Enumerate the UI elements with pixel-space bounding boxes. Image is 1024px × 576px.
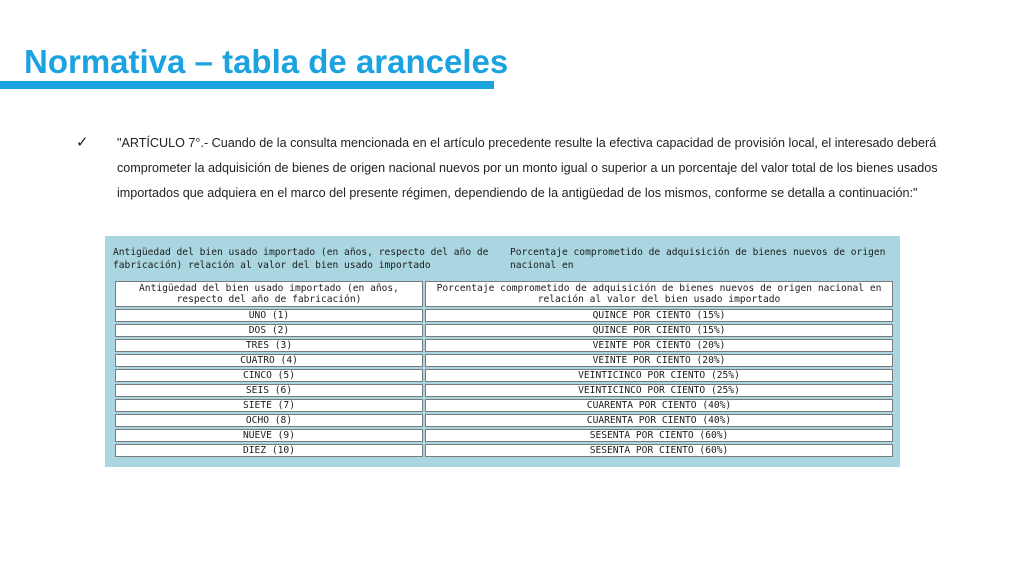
table-row xyxy=(115,399,893,412)
outer-header-age: Antigüedad del bien usado importado (en años, respecto del año de fabricación) relación al valor del bien usado importado xyxy=(113,247,489,271)
cell-age: DIEZ (10) xyxy=(115,444,423,457)
cell-age: CINCO (5) xyxy=(115,369,423,382)
table-row xyxy=(115,414,893,427)
cell-age: UNO (1) xyxy=(115,309,423,322)
cell-percentage: VEINTE POR CIENTO (20%) xyxy=(425,354,893,367)
cell-age: SIETE (7) xyxy=(115,399,423,412)
outer-table-header xyxy=(113,244,893,276)
article-paragraph: "ARTÍCULO 7°.- Cuando de la consulta mencionada en el artículo precedente resulte la efectiva capacidad de provisión local, el interesado deberá comprometer la adquisición de bienes de origen nacional nuevos por un monto igual o superior a un porcentaje del valor total de los bienes usados importados que adquiera en el marco del presente régimen, dependiendo de la antigüedad de los mismos, conforme se detalla a continuación:" xyxy=(117,136,938,200)
table-header-row xyxy=(115,281,893,307)
cell-age: NUEVE (9) xyxy=(115,429,423,442)
table-row xyxy=(115,444,893,457)
cell-percentage: QUINCE POR CIENTO (15%) xyxy=(425,324,893,337)
cell-percentage: VEINTE POR CIENTO (20%) xyxy=(425,339,893,352)
cell-age: TRES (3) xyxy=(115,339,423,352)
title-underline-bar xyxy=(0,81,494,89)
slide-title: Normativa – tabla de aranceles xyxy=(24,43,509,80)
outer-header-percentage: Porcentaje comprometido de adquisición de bienes nuevos de origen nacional en xyxy=(510,247,886,271)
cell-percentage: CUARENTA POR CIENTO (40%) xyxy=(425,414,893,427)
table-row xyxy=(115,324,893,337)
cell-percentage: QUINCE POR CIENTO (15%) xyxy=(425,309,893,322)
table-row xyxy=(115,339,893,352)
cell-percentage: VEINTICINCO POR CIENTO (25%) xyxy=(425,369,893,382)
header-percentage: Porcentaje comprometido de adquisición de bienes nuevos de origen nacional en relación al valor del bien usado importado xyxy=(425,281,893,307)
header-age: Antigüedad del bien usado importado (en años, respecto del año de fabricación) xyxy=(115,281,423,307)
cell-age: CUATRO (4) xyxy=(115,354,423,367)
table-row xyxy=(115,384,893,397)
tariff-table-image xyxy=(105,236,900,467)
cell-percentage: VEINTICINCO POR CIENTO (25%) xyxy=(425,384,893,397)
table-row xyxy=(115,429,893,442)
tariff-table xyxy=(113,279,895,459)
cell-age: DOS (2) xyxy=(115,324,423,337)
cell-age: OCHO (8) xyxy=(115,414,423,427)
table-row xyxy=(115,354,893,367)
cell-percentage: CUARENTA POR CIENTO (40%) xyxy=(425,399,893,412)
checkmark-icon: ✓ xyxy=(76,133,89,151)
table-row xyxy=(115,309,893,322)
cell-percentage: SESENTA POR CIENTO (60%) xyxy=(425,444,893,457)
table-row xyxy=(115,369,893,382)
cell-percentage: SESENTA POR CIENTO (60%) xyxy=(425,429,893,442)
cell-age: SEIS (6) xyxy=(115,384,423,397)
